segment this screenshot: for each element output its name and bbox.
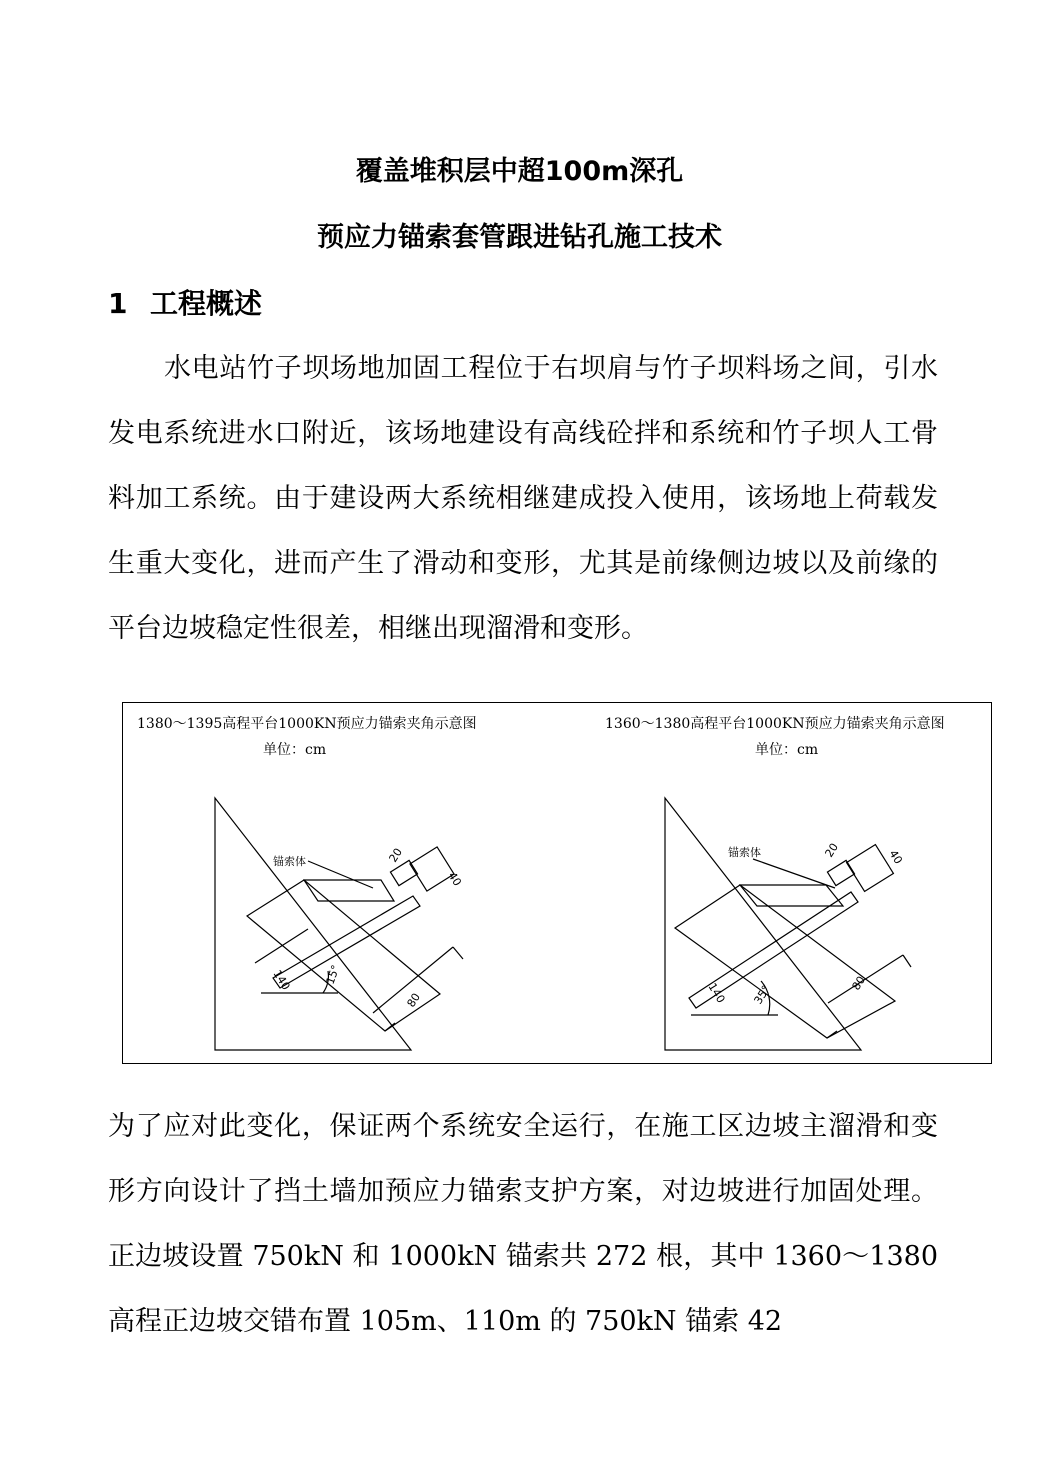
right-plate-40 bbox=[847, 845, 894, 892]
left-label-leader bbox=[308, 861, 373, 888]
right-anchor-head bbox=[740, 885, 843, 906]
left-dim-80: 80 bbox=[404, 990, 423, 1010]
left-diagram-unit: 单位：cm bbox=[263, 742, 327, 758]
left-angle-label: 15° bbox=[323, 963, 343, 987]
right-diagram-unit: 单位：cm bbox=[755, 742, 819, 758]
left-dim-140: 140 bbox=[270, 967, 293, 993]
left-anchor-diagram bbox=[215, 798, 463, 1050]
right-dim-80: 80 bbox=[849, 973, 868, 993]
right-dim-80-line bbox=[828, 955, 903, 1003]
left-anchor-head bbox=[304, 880, 394, 901]
document-title-line2: 预应力锚索套管跟进钻孔施工技术 bbox=[317, 222, 722, 253]
right-anchor-diagram bbox=[665, 798, 911, 1050]
paragraph-overview: 水电站竹子坝场地加固工程位于右坝肩与竹子坝料场之间，引水发电系统进水口附近，该场地建设有高线砼拌和系统和竹子坝人工骨料加工系统。由于建设两大系统相继建成投入使用，该场地上荷载发生重大变化，进而产生了滑动和变形，尤其是前缘侧边坡以及前缘的平台边坡稳定性很差，相继出现溜滑和变形。 bbox=[108, 353, 938, 644]
left-slope-triangle bbox=[215, 798, 411, 1050]
paragraph-design: 为了应对此变化，保证两个系统安全运行，在施工区边坡主溜滑和变形方向设计了挡土墙加预应力锚索支护方案，对边坡进行加固处理。正边坡设置 750kN 和 1000kN 锚索共 272 根，其中 1360～1380 高程正边坡交错布置 105m、110m 的 750kN 锚索 42 bbox=[108, 1111, 938, 1337]
section-title: 工程概述 bbox=[150, 287, 263, 320]
anchor-diagrams bbox=[123, 703, 990, 1062]
left-plate-40 bbox=[410, 847, 454, 891]
left-anchor-rod bbox=[273, 896, 420, 988]
right-slope-triangle bbox=[665, 798, 861, 1050]
right-label-anchor: 锚索体 bbox=[728, 846, 761, 859]
right-dim-20: 20 bbox=[822, 840, 841, 860]
anchor-angle-figure bbox=[122, 702, 992, 1064]
left-anchor-block bbox=[247, 880, 440, 1031]
right-angle-label: 35° bbox=[751, 983, 773, 1007]
left-label-anchor: 锚索体 bbox=[273, 855, 306, 868]
left-dim-20: 20 bbox=[386, 845, 405, 865]
right-plate-20 bbox=[827, 860, 854, 885]
right-dim-140: 140 bbox=[705, 980, 728, 1006]
left-dim-40: 40 bbox=[445, 869, 464, 889]
right-label-leader bbox=[753, 859, 835, 888]
section-heading bbox=[108, 287, 262, 321]
right-dim-40: 40 bbox=[886, 847, 905, 867]
right-diagram-caption: 1360～1380高程平台1000KN预应力锚索夹角示意图 bbox=[605, 716, 945, 732]
section-number: 1 bbox=[108, 287, 128, 320]
left-diagram-caption: 1380～1395高程平台1000KN预应力锚索夹角示意图 bbox=[137, 716, 477, 732]
document-title-line1: 覆盖堆积层中超100m深孔 bbox=[355, 156, 684, 187]
left-plate-20 bbox=[390, 860, 417, 885]
